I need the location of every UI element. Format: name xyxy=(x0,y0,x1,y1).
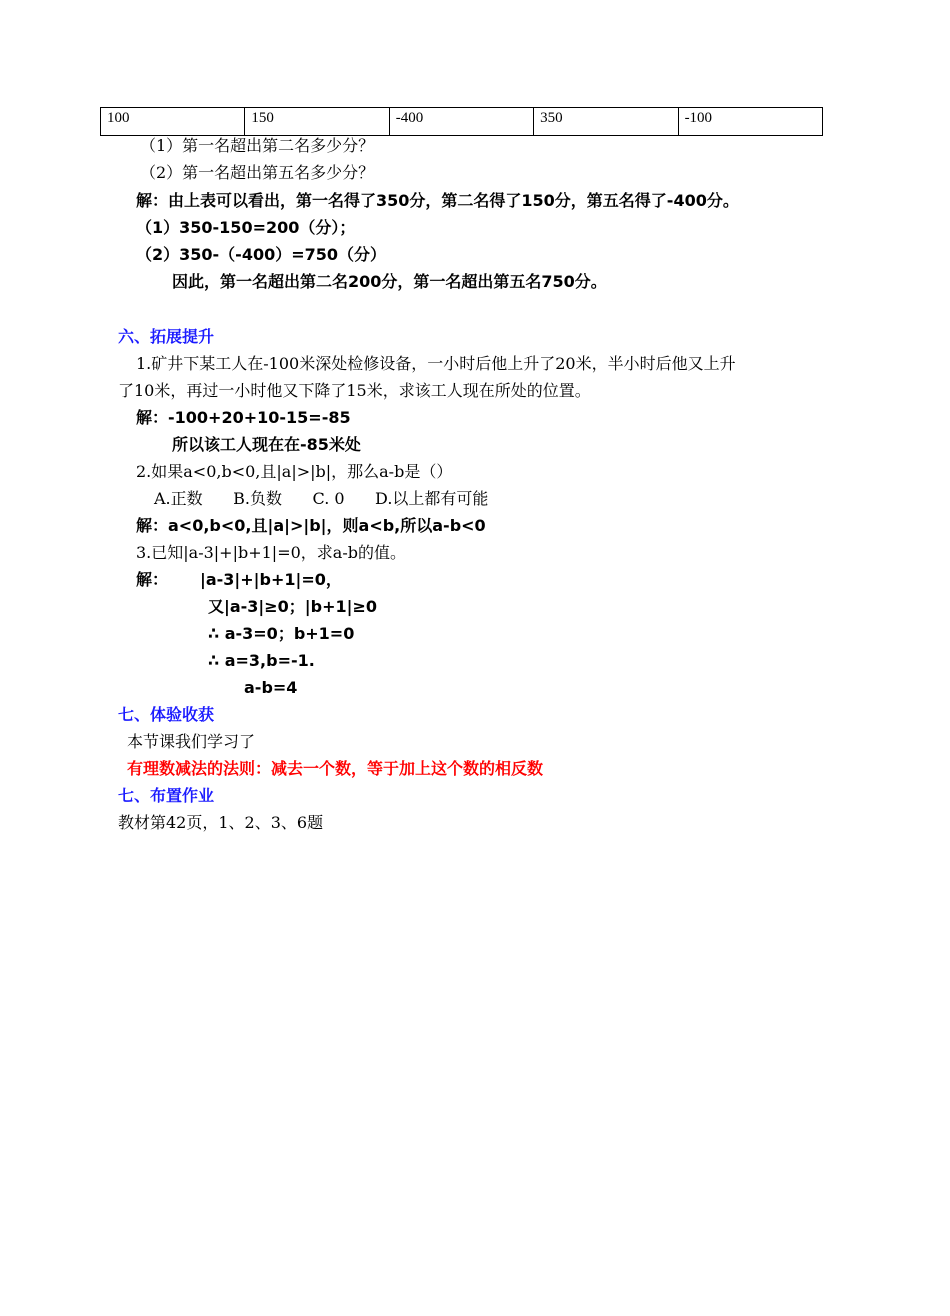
table-cell: 100 xyxy=(101,108,245,136)
problem-3-solution-line-3: ∴ a-3=0；b+1=0 xyxy=(208,624,355,643)
solution-intro: 解：由上表可以看出，第一名得了350分，第二名得了150分，第五名得了-400分。 xyxy=(136,191,739,210)
problem-3-question: 3.已知|a-3|+|b+1|=0，求a-b的值。 xyxy=(136,543,406,562)
section-heading-extension: 六、拓展提升 xyxy=(118,327,215,346)
table-cell: 350 xyxy=(534,108,678,136)
problem-3-solution-line-5: a-b=4 xyxy=(244,678,298,697)
table-row xyxy=(101,108,823,136)
problem-1-text-line-2: 了10米，再过一小时他又下降了15米，求该工人现在所处的位置。 xyxy=(118,381,591,400)
solution-conclusion: 因此，第一名超出第二名200分，第一名超出第五名750分。 xyxy=(172,272,607,291)
question-2: （2）第一名超出第五名多少分？ xyxy=(140,163,375,182)
problem-2-question: 2.如果a<0,b<0,且|a|>|b|，那么a-b是（） xyxy=(136,462,453,481)
problem-3-solution-line-1: |a-3|+|b+1|=0， xyxy=(200,570,342,589)
problem-3-solution-line-4: ∴ a=3,b=-1. xyxy=(208,651,315,670)
table-cell: 150 xyxy=(245,108,389,136)
problem-3-solution-label: 解： xyxy=(136,570,169,589)
solution-step-2: （2）350-（-400）=750（分） xyxy=(136,245,387,264)
table-cell: -400 xyxy=(389,108,533,136)
solution-step-1: （1）350-150=200（分）； xyxy=(136,218,356,237)
takeaways-text: 本节课我们学习了 xyxy=(127,732,256,751)
section-heading-takeaways: 七、体验收获 xyxy=(118,705,215,724)
problem-3-solution-line-2: 又|a-3|≥0；|b+1|≥0 xyxy=(208,597,378,616)
problem-1-answer: 所以该工人现在在-85米处 xyxy=(172,435,361,454)
question-1: （1）第一名超出第二名多少分？ xyxy=(140,136,375,155)
problem-1-text-line-1: 1.矿井下某工人在-100米深处检修设备，一小时后他上升了20米，半小时后他又上升 xyxy=(136,354,736,373)
section-heading-homework: 七、布置作业 xyxy=(118,786,215,805)
homework-text: 教材第42页，1、2、3、6题 xyxy=(118,813,324,832)
score-table xyxy=(100,107,823,136)
subtraction-rule: 有理数减法的法则：减去一个数，等于加上这个数的相反数 xyxy=(127,759,544,778)
table-cell: -100 xyxy=(678,108,822,136)
problem-1-solution: 解：-100+20+10-15=-85 xyxy=(136,408,351,427)
problem-2-solution: 解：a<0,b<0,且|a|>|b|，则a<b,所以a-b<0 xyxy=(136,516,486,535)
problem-2-options: A.正数 B.负数 C. 0 D.以上都有可能 xyxy=(154,489,489,508)
